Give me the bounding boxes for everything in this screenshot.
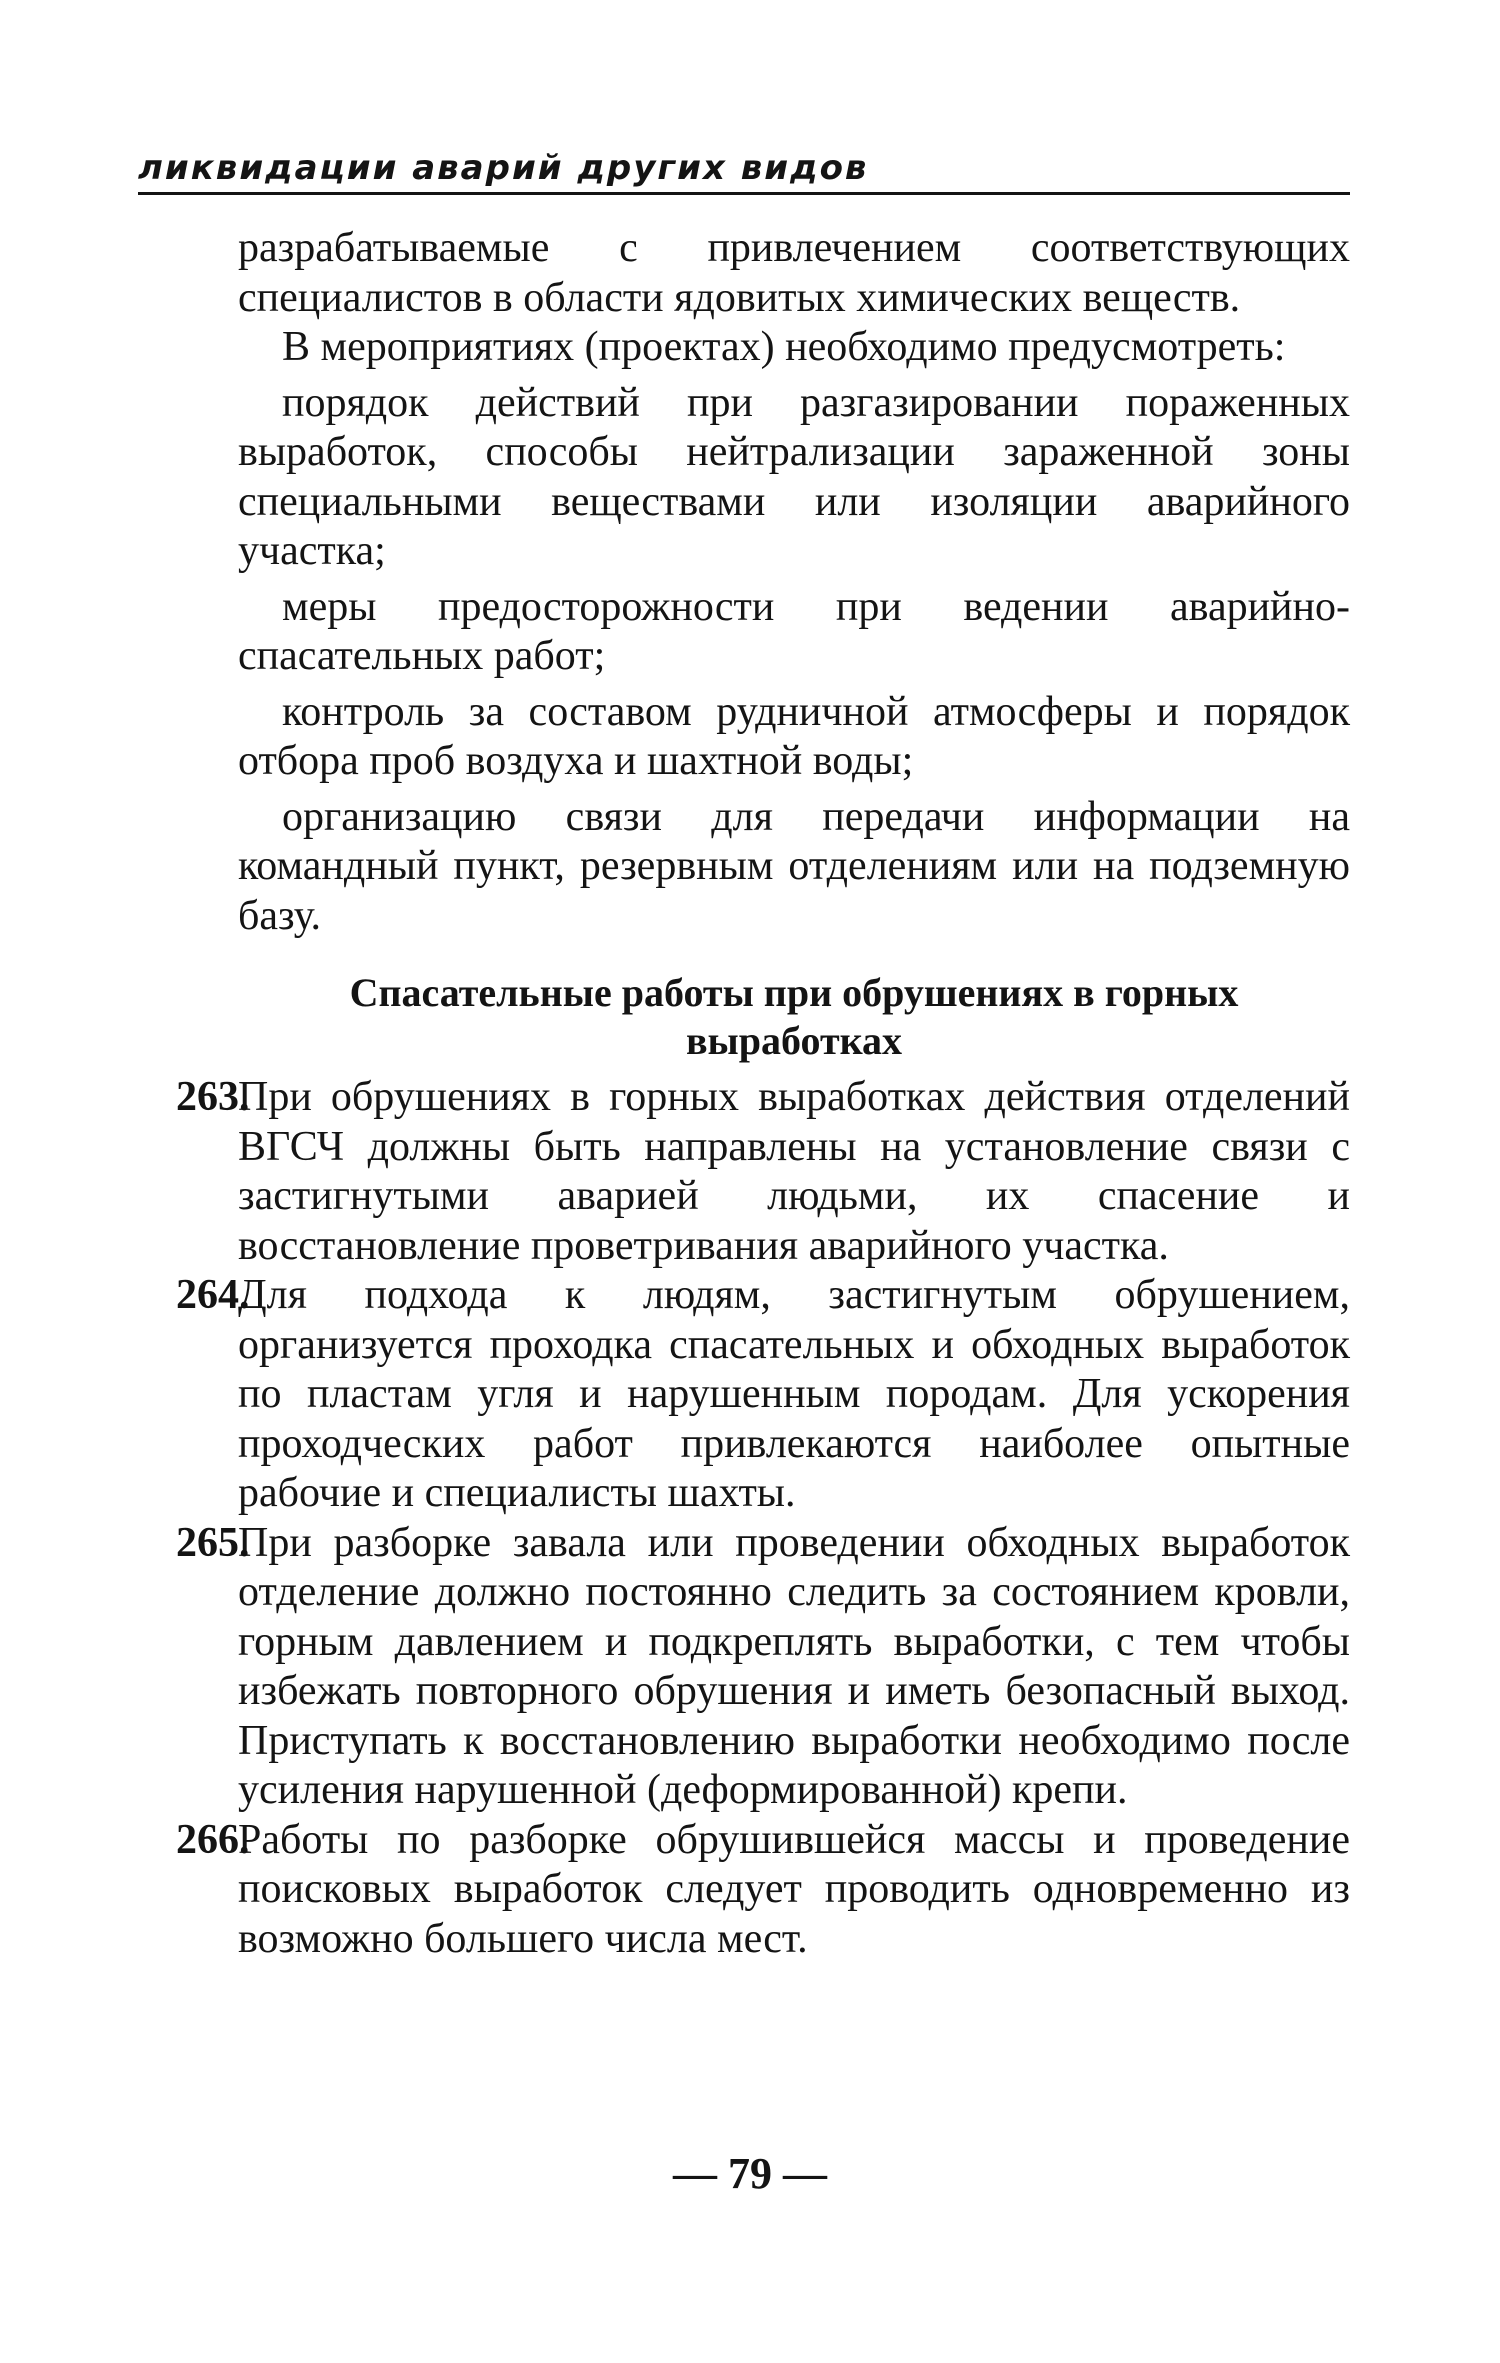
intro-continuation: разрабатываемые с привлечением соответствующих специалистов в области ядовитых химических веществ. — [238, 225, 1350, 321]
paragraph-number: 265. — [176, 1519, 250, 1566]
paragraph-text: При разборке завала или проведении обходных выработок отделение должно постоянно следить за состоянием кровли, горным давлением и подкреплять выработки, с тем чтобы избежать повторного обрушения и иметь безопасный выход. Приступать к восстановлению выработки необходимо после усиления нарушенной (деформированной) крепи. — [238, 1519, 1350, 1813]
page-number: — 79 — — [673, 2149, 827, 2198]
paragraph-266 — [176, 1816, 1350, 1965]
paragraph-263 — [176, 1073, 1350, 1271]
paragraph-text: При обрушениях в горных выработках действия отделений ВГСЧ должны быть направлены на установление связи с застигнутыми аварией людьми, их спасение и восстановление проветривания аварийного участка. — [238, 1074, 1350, 1269]
paragraph-number: 264. — [176, 1272, 250, 1318]
intro-item-3: контроль за составом рудничной атмосферы и порядок отбора проб воздуха и шахтной воды; — [238, 688, 1350, 784]
intro-item-4: организацию связи для передачи информации на командный пункт, резервным отделениям или на подземную базу. — [238, 793, 1350, 939]
intro-item-2: меры предосторожности при ведении аварийно-спасательных работ; — [238, 583, 1350, 679]
running-header: ликвидации аварий других видов — [138, 146, 1350, 195]
intro-lead: В мероприятиях (проектах) необходимо предусмотреть: — [282, 324, 1286, 370]
paragraph-text: Для подхода к людям, застигнутым обрушением, организуется проходка спасательных и обходных выработок по пластам угля и нарушенным породам. Для ускорения проходческих работ привлекаются наиболее опытные рабочие и специалисты шахты. — [238, 1272, 1350, 1516]
paragraph-number: 266. — [176, 1816, 250, 1863]
body-text — [176, 224, 1350, 1964]
paragraph-265 — [176, 1519, 1350, 1816]
paragraph-264 — [176, 1271, 1350, 1519]
paragraph-number: 263. — [176, 1074, 250, 1120]
section-title: Спасательные работы при обрушениях в горных выработках — [349, 970, 1239, 1063]
intro-item-1: порядок действий при разгазировании пораженных выработок, способы нейтрализации зараженной зоны специальными веществами или изоляции аварийного участка; — [238, 379, 1350, 574]
paragraph-text: Работы по разборке обрушившейся массы и проведение поисковых выработок следует проводить одновременно из возможно большего числа мест. — [238, 1816, 1350, 1962]
